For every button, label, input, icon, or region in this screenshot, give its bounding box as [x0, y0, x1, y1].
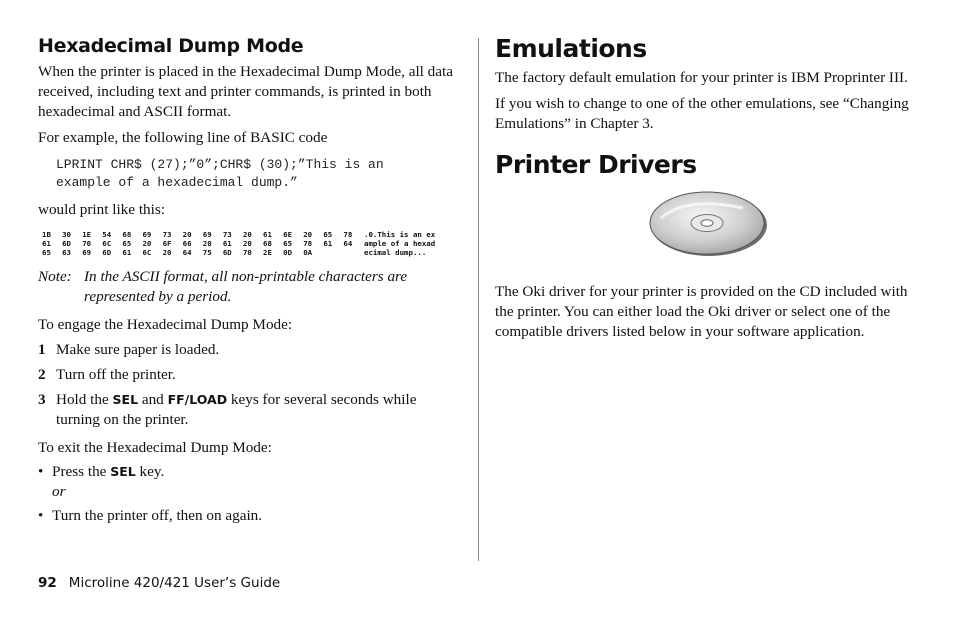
hex-byte: 2E [263, 248, 272, 257]
hex-byte: 65 [283, 239, 293, 248]
hex-dump-heading: Hexadecimal Dump Mode [38, 35, 304, 57]
hex-byte: 6D [62, 239, 71, 248]
hex-byte: 61 [122, 248, 132, 257]
hex-byte: 20 [303, 230, 313, 239]
hex-byte: 6D [222, 248, 232, 257]
hex-byte: 69 [142, 230, 152, 239]
bullet-text [52, 462, 164, 482]
hex-byte: 61 [222, 239, 232, 248]
hex-byte: 20 [142, 239, 152, 248]
right-column [495, 34, 920, 342]
bullet-text: Turn the printer off, then on again. [52, 507, 263, 524]
hex-dump-ascii: ecimal dump... [364, 248, 427, 257]
hex-byte: 73 [222, 230, 232, 239]
step-text: Turn off the printer. [56, 366, 176, 383]
note-label: Note: [38, 268, 72, 285]
hex-byte: 69 [82, 248, 92, 257]
bullet-icon: • [38, 507, 44, 524]
hex-byte: 69 [202, 230, 212, 239]
basic-code-block [56, 156, 463, 192]
hex-byte: 65 [42, 248, 51, 257]
printer-drivers-heading: Printer Drivers [495, 150, 697, 179]
hex-byte: 78 [303, 239, 313, 248]
exit-intro: To exit the Hexadecimal Dump Mode: [38, 439, 272, 456]
bullet-icon: • [38, 463, 44, 480]
hex-dump-bytes [42, 239, 364, 248]
hex-byte: 20 [182, 230, 192, 239]
column-divider [478, 38, 479, 561]
hex-byte [343, 248, 363, 257]
hex-byte: 6E [283, 230, 293, 239]
hex-byte: 20 [242, 230, 252, 239]
hex-byte: 54 [102, 230, 112, 239]
cd-image [495, 188, 920, 260]
hex-byte: 0D [283, 248, 293, 257]
step-text-mid: and [138, 391, 168, 408]
step-2 [38, 365, 463, 385]
hex-dump-bytes [42, 230, 364, 239]
bullet-item [38, 462, 463, 482]
ff-load-key-label: FF/LOAD [167, 392, 228, 407]
emulations-paragraph-1: The factory default emulation for your printer is IBM Proprinter III. [495, 69, 908, 86]
engage-intro: To engage the Hexadecimal Dump Mode: [38, 316, 293, 333]
hex-byte: 68 [122, 230, 132, 239]
hex-byte: 70 [242, 248, 252, 257]
hex-dump-ascii: ample of a hexad [364, 239, 436, 248]
hex-byte: 6F [162, 239, 172, 248]
hex-byte: 70 [82, 239, 92, 248]
hex-byte: 6C [102, 239, 112, 248]
hex-byte: 64 [182, 248, 192, 257]
hex-byte: 20 [162, 248, 172, 257]
hex-byte: 1B [42, 230, 51, 239]
hex-byte: 61 [263, 230, 272, 239]
page-footer [38, 575, 280, 591]
hex-dump-row [42, 239, 463, 248]
guide-title: Microline 420/421 User’s Guide [68, 575, 281, 591]
step-number: 3 [38, 391, 46, 408]
note-text: In the ASCII format, all non-printable characters are represented by a period. [84, 268, 408, 305]
example-intro: For example, the following line of BASIC code [38, 129, 328, 146]
step-text-post: keys for several seconds while turning on the printer. [56, 391, 417, 428]
hex-byte: 0A [303, 248, 313, 257]
hex-dump-bytes [42, 248, 364, 257]
step-number: 1 [38, 341, 46, 358]
step-1 [38, 340, 463, 360]
note [38, 267, 463, 307]
step-text [56, 390, 463, 430]
drivers-paragraph: The Oki driver for your printer is provided on the CD included with the printer. You can either load the Oki driver or select one of the compatible drivers listed below in your software application. [495, 283, 908, 340]
hex-byte: 1E [82, 230, 92, 239]
hex-byte: 61 [42, 239, 51, 248]
sel-key-label: SEL [110, 464, 136, 479]
cd-disc-icon [647, 188, 769, 260]
bullet-text-pre: Press the [52, 463, 111, 480]
left-column [38, 34, 463, 526]
hex-byte: 65 [323, 230, 333, 239]
or-text: or [52, 483, 66, 500]
hex-byte: 73 [162, 230, 172, 239]
hex-byte: 64 [343, 239, 353, 248]
hex-byte: 63 [62, 248, 71, 257]
hex-dump-row [42, 230, 463, 239]
step-number: 2 [38, 366, 46, 383]
hex-byte: 20 [242, 239, 252, 248]
page-number: 92 [38, 575, 57, 591]
hex-byte: 20 [202, 239, 212, 248]
step-text-pre: Hold the [56, 391, 113, 408]
hex-byte: 61 [323, 239, 333, 248]
would-print-text: would print like this: [38, 201, 165, 218]
code-line-1: LPRINT CHR$ (27);”0”;CHR$ (30);”This is an [56, 157, 384, 172]
bullet-item [38, 506, 463, 526]
hex-dump-ascii: .0.This is an ex [364, 230, 436, 239]
hex-dump-row [42, 248, 463, 257]
hex-byte: 78 [343, 230, 353, 239]
hex-byte: 6C [142, 248, 152, 257]
hex-byte: 65 [122, 239, 132, 248]
bullet-text-post: key. [135, 463, 165, 480]
hex-byte [323, 248, 343, 257]
emulations-heading: Emulations [495, 34, 647, 63]
hex-dump-sample [42, 230, 463, 257]
step-text: Make sure paper is loaded. [56, 341, 220, 358]
hex-byte: 68 [263, 239, 272, 248]
step-3 [38, 390, 463, 430]
hex-byte: 6D [102, 248, 112, 257]
hex-byte: 66 [182, 239, 192, 248]
code-line-2: example of a hexadecimal dump.” [56, 175, 298, 190]
emulations-paragraph-2: If you wish to change to one of the other emulations, see “Changing Emulations” in Chapter 3. [495, 95, 909, 132]
hex-byte: 30 [62, 230, 71, 239]
sel-key-label: SEL [112, 392, 139, 407]
hex-dump-intro: When the printer is placed in the Hexadecimal Dump Mode, all data received, including text and printer commands, is printed in both hexadecimal and ASCII format. [38, 63, 453, 120]
hex-byte: 75 [202, 248, 212, 257]
